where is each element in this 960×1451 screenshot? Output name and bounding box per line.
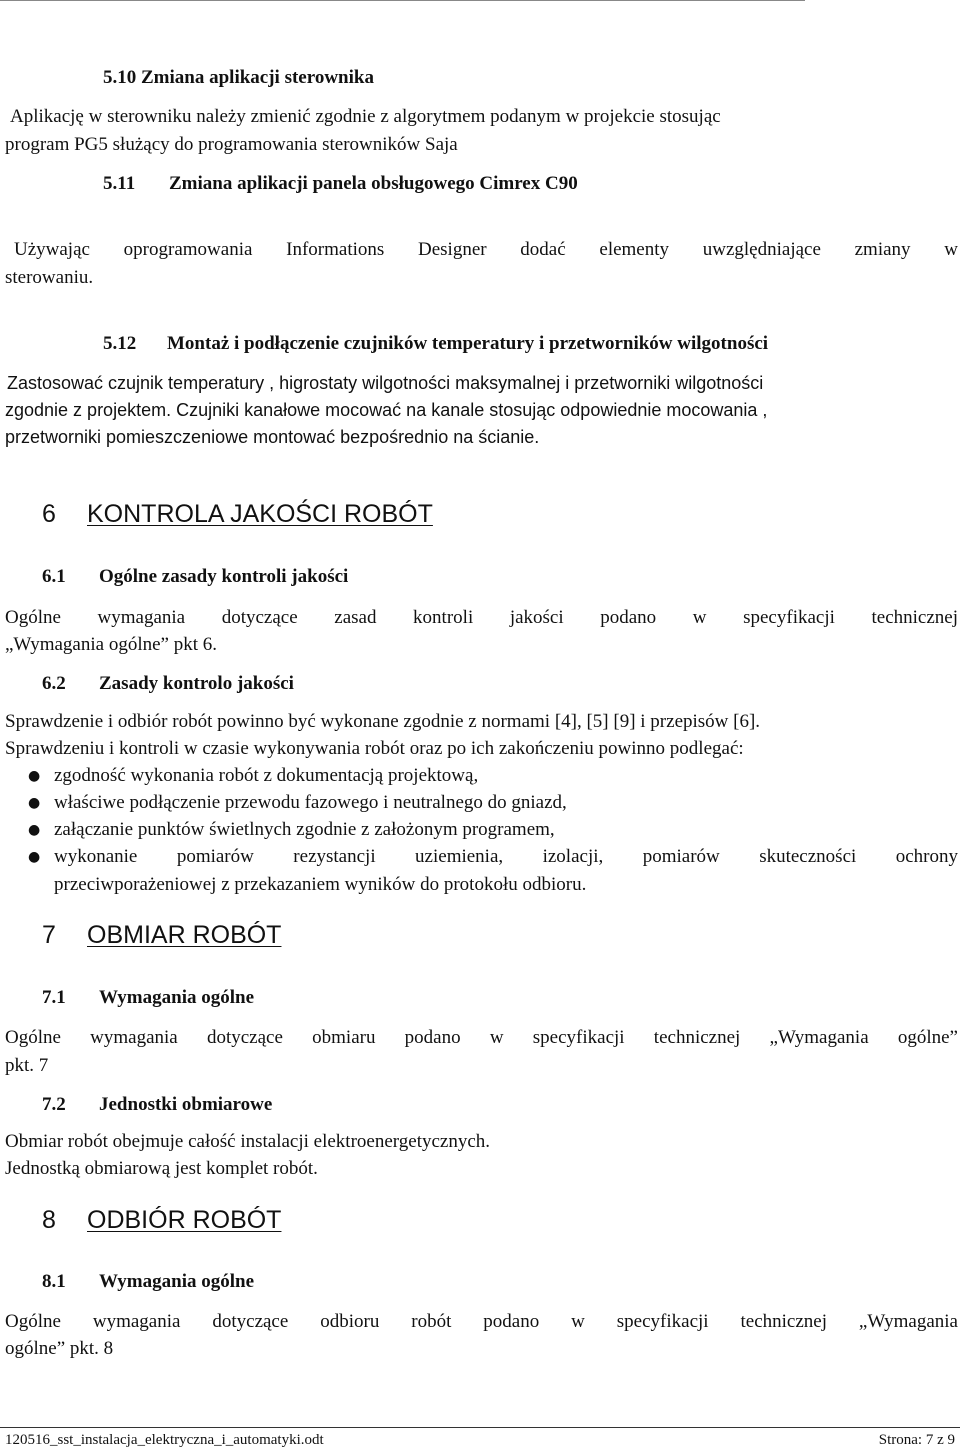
chapter-7-number: 7 [42,921,56,949]
section-6-2-heading [42,673,294,695]
bullet-icon: ● [28,795,41,811]
chapter-6-number: 6 [42,500,56,528]
bullet-icon: ● [28,849,41,865]
section-8-1-heading [42,1271,254,1293]
chapter-7-title: OBMIAR ROBÓT [87,921,282,949]
chapter-8-title: ODBIÓR ROBÓT [87,1206,282,1234]
section-5-12-text-line-3: przetworniki pomieszczeniowe montować bezpośrednio na ścianie. [5,427,540,447]
chapter-8-number: 8 [42,1206,56,1234]
section-8-1-title: Wymagania ogólne [99,1271,254,1292]
footer-page-number: Strona: 7 z 9 [878,1432,955,1448]
section-7-1-heading [42,987,254,1009]
bullet-icon: ● [28,768,41,784]
section-7-1-text-line-1: Ogólne wymagania dotyczące obmiaru podano w specyfikacji technicznej „Wymagania ogólne” [5,1027,958,1048]
section-8-1-text-line-1: Ogólne wymagania dotyczące odbioru robót podano w specyfikacji technicznej „Wymagania [5,1311,958,1332]
section-7-2-heading [42,1094,272,1116]
chapter-7-heading [42,921,281,950]
section-7-2-title: Jednostki obmiarowe [99,1094,273,1115]
section-7-2-text-line-1: Obmiar robót obejmuje całość instalacji elektroenergetycznych. [5,1131,491,1152]
section-6-1-heading [42,566,348,588]
section-5-10-heading: 5.10 Zmiana aplikacji sterownika [103,67,374,88]
section-5-12-heading [103,333,768,355]
section-7-2-text-line-2: Jednostką obmiarową jest komplet robót. [5,1158,318,1179]
section-5-11-text-line-1: Używając oprogramowania Informations Designer dodać elementy uwzględniające zmiany w [14,239,958,260]
section-7-1-text-line-2: pkt. 7 [5,1055,49,1076]
section-5-11-text-line-2: sterowaniu. [5,267,94,288]
section-5-12-text-line-2: zgodnie z projektem. Czujniki kanałowe mocować na kanale stosując odpowiednie mocowania , [5,400,768,420]
section-5-11-number: 5.11 [103,173,136,194]
chapter-6-title: KONTROLA JAKOŚCI ROBÓT [87,500,433,528]
section-5-12-title: Montaż i podłączenie czujników temperatury i przetworników wilgotności [167,333,769,354]
list-item-continuation: przeciwporażeniowej z przekazaniem wyników do protokołu odbioru. [54,874,587,895]
section-8-1-text-line-2: ogólne” pkt. 8 [5,1338,114,1359]
section-7-1-number: 7.1 [42,987,66,1008]
section-6-1-text-line-1: Ogólne wymagania dotyczące zasad kontroli jakości podano w specyfikacji technicznej [5,607,958,628]
section-5-12-number: 5.12 [103,333,137,354]
section-6-1-number: 6.1 [42,566,66,587]
list-item: właściwe podłączenie przewodu fazowego i neutralnego do gniazd, [54,792,567,813]
chapter-6-heading [42,500,433,529]
section-7-1-title: Wymagania ogólne [99,987,254,1008]
section-5-11-heading [103,173,578,195]
section-5-12-text-line-1: Zastosować czujnik temperatury , higrostaty wilgotności maksymalnej i przetworniki wilgotności [7,373,764,393]
footer-rule [0,1427,960,1428]
bullet-icon: ● [28,822,41,838]
list-item: wykonanie pomiarów rezystancji uziemienia, izolacji, pomiarów skuteczności ochrony [54,846,958,867]
footer-filename: 120516_sst_instalacja_elektryczna_i_automatyki.odt [5,1432,324,1448]
list-item: zgodność wykonania robót z dokumentacją projektową, [54,765,479,786]
section-5-10-text-line-1: Aplikację w sterowniku należy zmienić zgodnie z algorytmem podanym w projekcie stosując [10,106,721,127]
section-6-1-text-line-2: „Wymagania ogólne” pkt 6. [5,634,218,655]
section-7-2-number: 7.2 [42,1094,66,1115]
section-6-2-title: Zasady kontrolo jakości [99,673,294,694]
section-6-1-title: Ogólne zasady kontroli jakości [99,566,349,587]
section-5-10-text-line-2: program PG5 służący do programowania sterowników Saja [5,134,458,155]
section-6-2-text-line-1: Sprawdzenie i odbiór robót powinno być wykonane zgodnie z normami [4], [5] [9] i przepisów [6]. [5,711,761,732]
header-rule [0,0,805,1]
list-item: załączanie punktów świetlnych zgodnie z założonym programem, [54,819,555,840]
section-6-2-text-line-2: Sprawdzeniu i kontroli w czasie wykonywania robót oraz po ich zakończeniu powinno podlegać: [5,738,744,759]
section-6-2-number: 6.2 [42,673,66,694]
section-5-11-title: Zmiana aplikacji panela obsługowego Cimrex C90 [169,173,578,194]
chapter-8-heading [42,1206,281,1235]
section-8-1-number: 8.1 [42,1271,66,1292]
